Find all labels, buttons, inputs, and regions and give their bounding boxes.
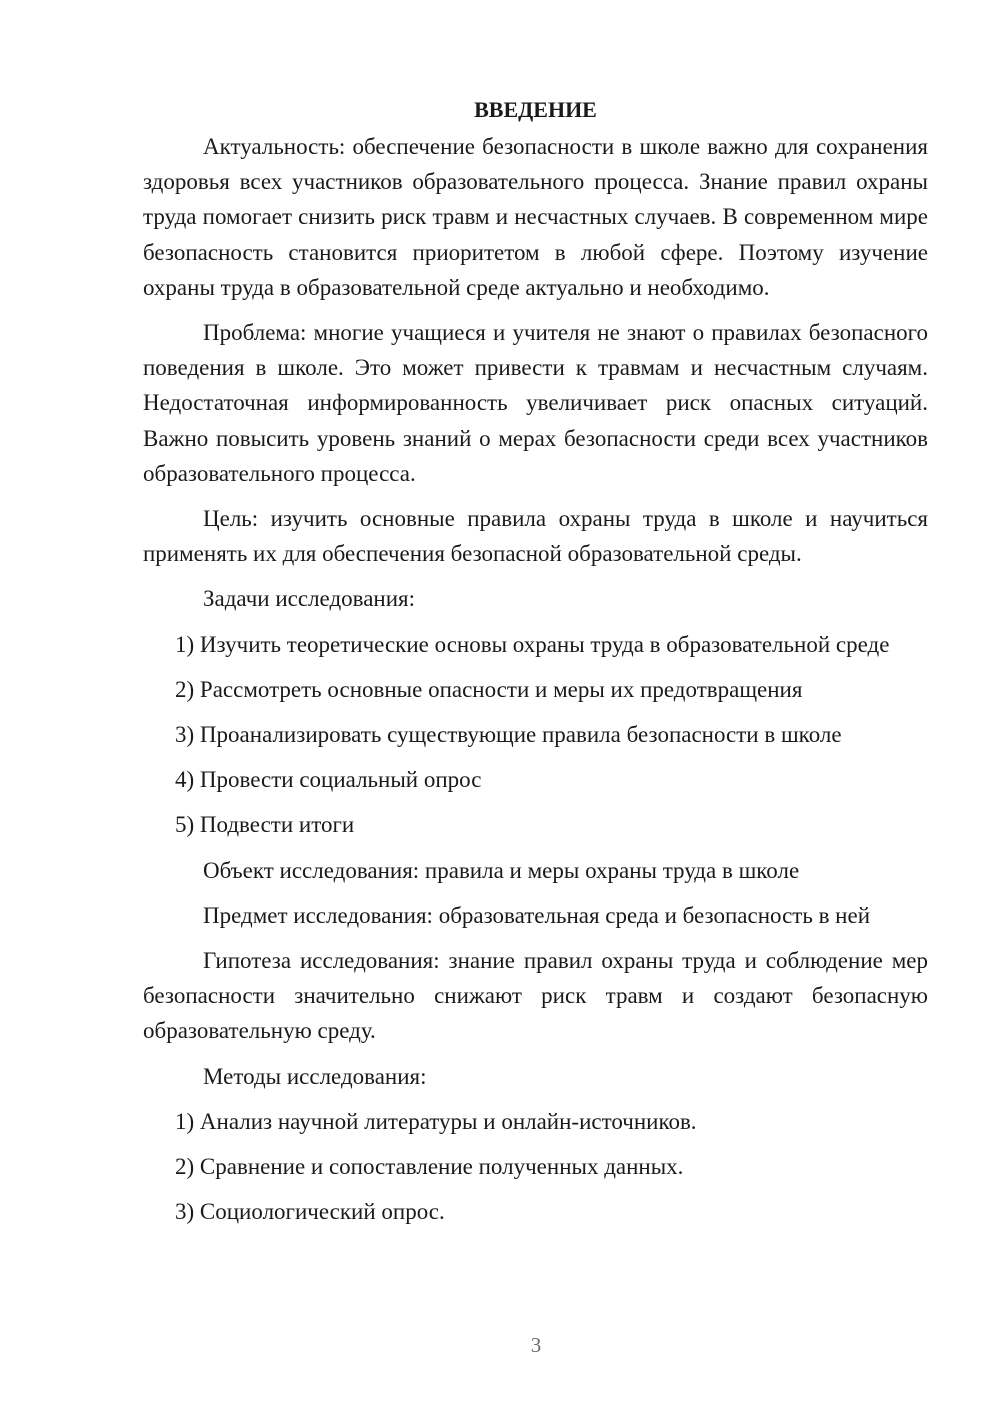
- page-content: [143, 92, 928, 1239]
- task-item: 2) Рассмотреть основные опасности и меры их предотвращения: [175, 676, 803, 702]
- hypothesis-paragraph: Гипотеза исследования: знание правил охраны труда и соблюдение мер безопасности значительно снижают риск травм и создают безопасную образовательную среду.: [143, 948, 928, 1044]
- problem-paragraph: Проблема: многие учащиеся и учителя не знают о правилах безопасного поведения в школе. Это может привести к травмам и несчастным случаям. Недостаточная информированность увеличивает риск опасных ситуаций. Важно повысить уровень знаний о мерах безопасности среди всех участников образовательного процесса.: [143, 320, 928, 486]
- section-title: ВВЕДЕНИЕ: [474, 97, 597, 122]
- task-item: 1) Изучить теоретические основы охраны труда в образовательной среде: [175, 631, 890, 657]
- method-item: 1) Анализ научной литературы и онлайн-источников.: [175, 1108, 697, 1134]
- relevance-paragraph: Актуальность: обеспечение безопасности в школе важно для сохранения здоровья всех участников образовательного процесса. Знание правил охраны труда помогает снизить риск травм и несчастных случаев. В современном мире безопасность становится приоритетом в любой сфере. Поэтому изучение охраны труда в образовательной среде актуально и необходимо.: [143, 134, 928, 300]
- method-item: 3) Социологический опрос.: [175, 1199, 445, 1225]
- research-object: Объект исследования: правила и меры охраны труда в школе: [203, 857, 800, 883]
- goal-paragraph: Цель: изучить основные правила охраны труда в школе и научиться применять их для обеспечения безопасной образовательной среды.: [143, 506, 928, 567]
- research-subject: Предмет исследования: образовательная среда и безопасность в ней: [203, 902, 871, 928]
- method-item: 2) Сравнение и сопоставление полученных данных.: [175, 1154, 684, 1180]
- task-item: 3) Проанализировать существующие правила безопасности в школе: [175, 722, 842, 748]
- page-number: 3: [530, 1333, 542, 1357]
- task-item: 4) Провести социальный опрос: [175, 767, 482, 793]
- task-item: 5) Подвести итоги: [175, 812, 355, 838]
- methods-heading: Методы исследования:: [203, 1063, 427, 1089]
- tasks-heading: Задачи исследования:: [203, 586, 416, 612]
